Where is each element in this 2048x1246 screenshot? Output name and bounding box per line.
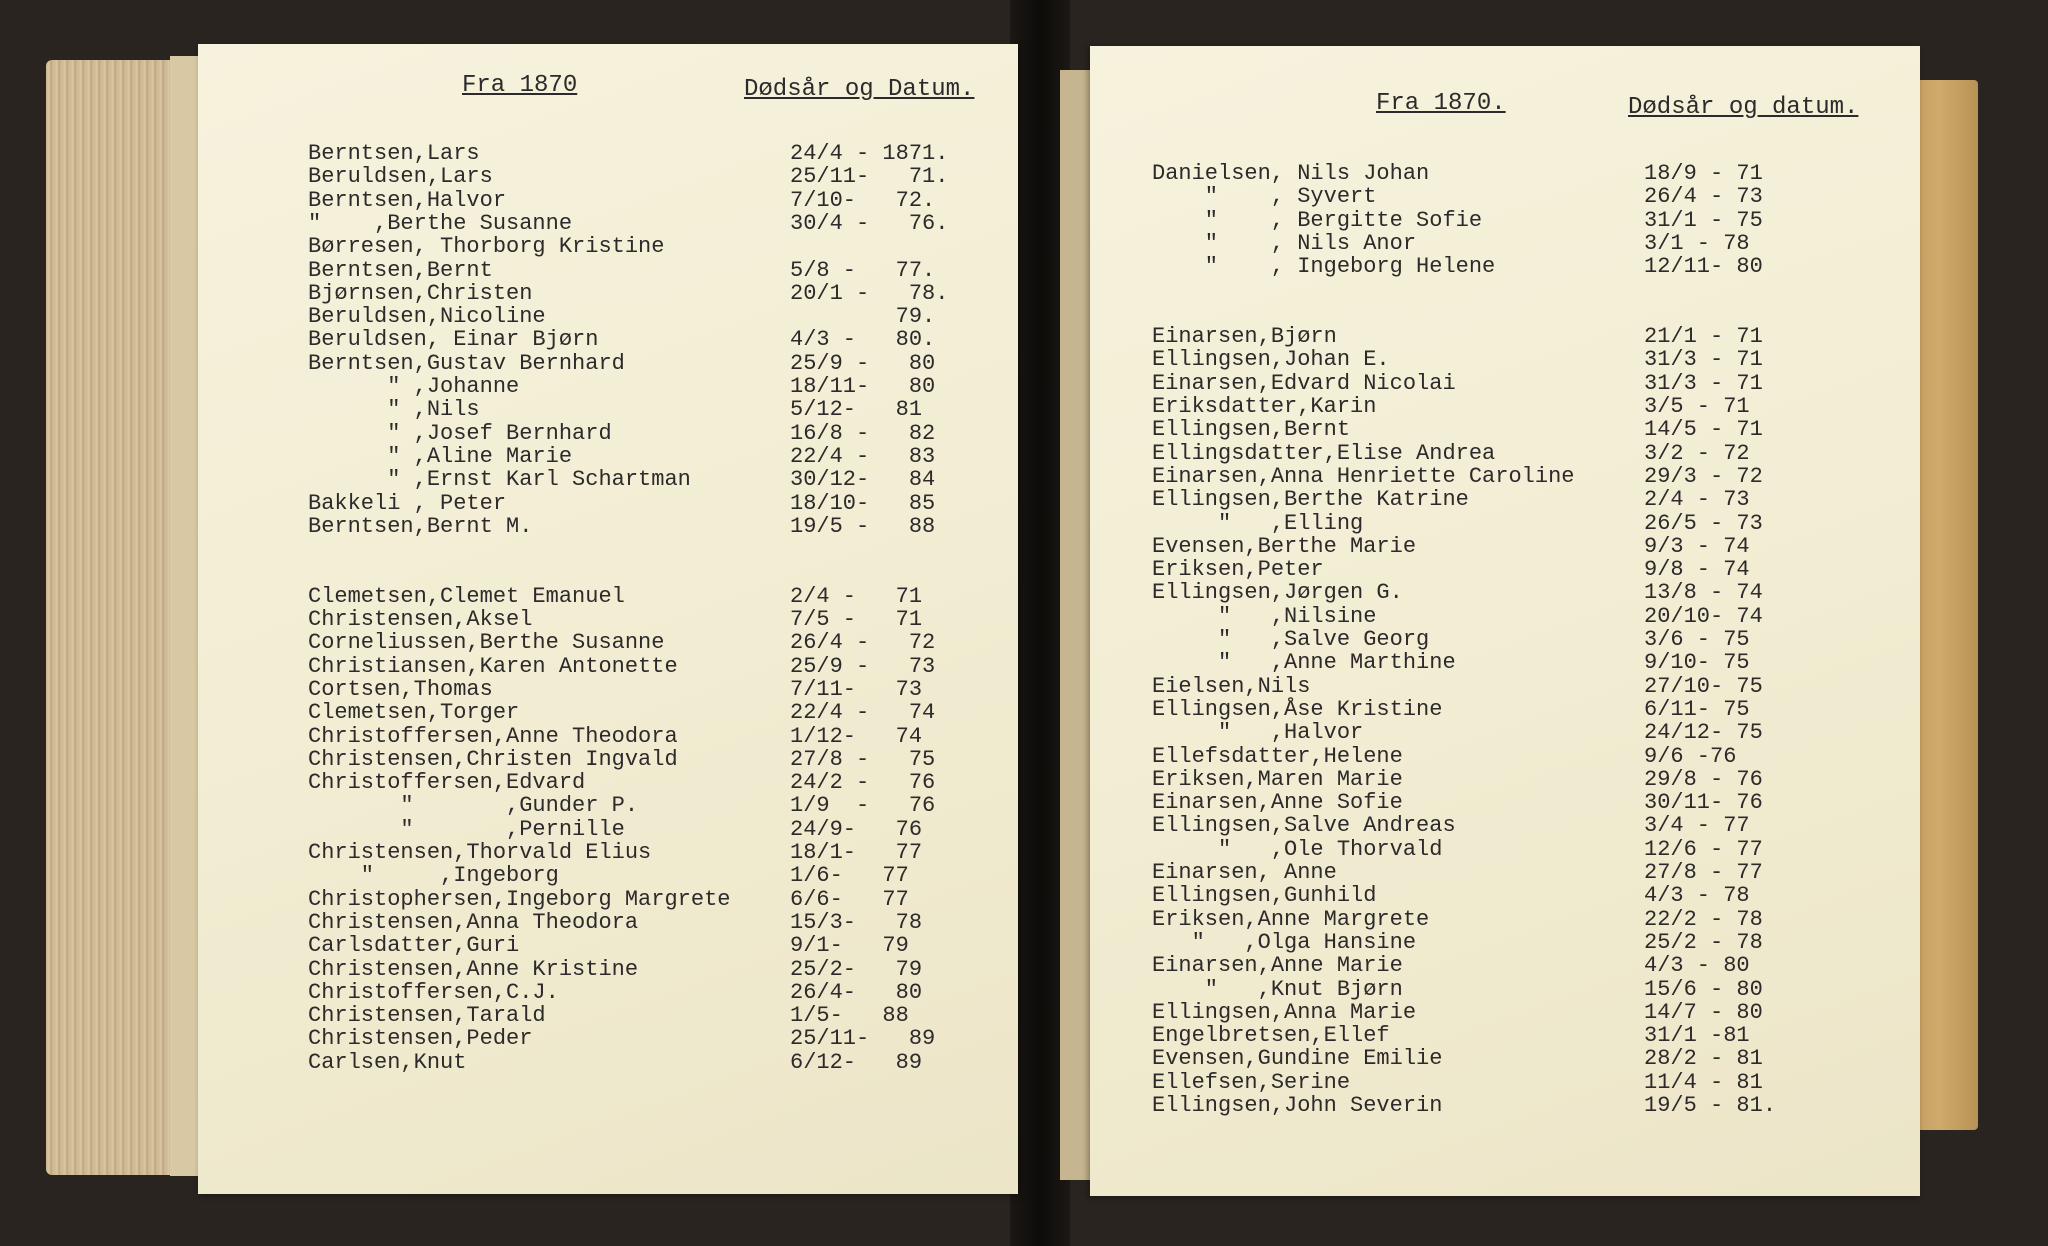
entry-date: 14/7 - 80: [1644, 999, 1763, 1025]
entry-date: 24/4 - 1871.: [790, 141, 949, 166]
entry-date: 6/11- 75: [1644, 696, 1750, 722]
list-item: [308, 585, 1028, 608]
list-item: [308, 1051, 1028, 1074]
entry-name: " ,Elling: [1152, 510, 1364, 536]
entry-date: 1/9 - 76: [790, 793, 936, 819]
entry-date: 29/3 - 72: [1644, 463, 1763, 489]
entry-name: Christensen,Christen Ingvald: [308, 746, 678, 772]
list-item: [1152, 465, 1872, 488]
entry-date: 24/9- 76: [790, 816, 923, 842]
entry-name: " ,Aline Marie: [308, 443, 573, 469]
list-item: [1152, 442, 1872, 465]
entry-date: 1/12- 74: [790, 723, 923, 749]
entry-name: Christoffersen,Anne Theodora: [308, 723, 678, 749]
entry-date: 27/8 - 75: [790, 746, 936, 772]
list-item: [1152, 209, 1872, 232]
entry-date: 9/8 - 74: [1644, 557, 1750, 583]
entry-name: " ,Ernst Karl Schartman: [308, 467, 691, 493]
entry-name: Ellefsdatter,Helene: [1152, 743, 1403, 769]
entry-date: 6/6- 77: [790, 886, 909, 912]
entry-name: Einarsen,Anne Marie: [1152, 953, 1403, 979]
entry-date: 30/11- 76: [1644, 790, 1763, 816]
entry-name: Ellingsen,Jørgen G.: [1152, 580, 1403, 606]
entry-name: Berntsen,Lars: [308, 141, 480, 166]
entry-date: 18/11- 80: [790, 374, 936, 399]
entry-date: 25/2- 79: [790, 956, 923, 982]
list-item: [308, 352, 1028, 375]
entry-name: Clemetsen,Clemet Emanuel: [308, 583, 625, 609]
list-item: [1152, 978, 1872, 1001]
entry-name: Ellefsen,Serine: [1152, 1069, 1351, 1095]
list-item: [308, 841, 1028, 864]
entry-date: 24/12- 75: [1644, 720, 1763, 746]
list-item: [308, 981, 1028, 1004]
entry-name: Berntsen,Bernt: [308, 257, 493, 283]
entry-name: Eriksen,Maren Marie: [1152, 766, 1403, 792]
entry-name: " , Syvert: [1152, 184, 1377, 210]
entry-date: 31/3 - 71: [1644, 347, 1763, 373]
list-item: [308, 445, 1028, 468]
list-item: [1152, 931, 1872, 954]
list-item: [1152, 232, 1872, 255]
entry-date: 5/8 - 77.: [790, 257, 936, 283]
entry-name: Ellingsen,Gunhild: [1152, 883, 1377, 909]
entry-date: 21/1 - 71: [1644, 324, 1763, 350]
entry-name: " ,Johanne: [308, 374, 520, 399]
list-item: [1152, 698, 1872, 721]
list-item: [1152, 745, 1872, 768]
list-item: [1152, 721, 1872, 744]
left-page: [198, 44, 1018, 1194]
entry-name: Berntsen,Halvor: [308, 187, 507, 213]
entry-name: Carlsen,Knut: [308, 1049, 467, 1075]
list-item: [1152, 628, 1872, 651]
list-item: [308, 398, 1028, 421]
entry-date: 2/4 - 73: [1644, 487, 1750, 513]
list-item: [308, 701, 1028, 724]
entry-name: Ellingsen,Bernt: [1152, 417, 1351, 443]
entry-date: 22/4 - 74: [790, 700, 936, 726]
list-item: [308, 1027, 1028, 1050]
list-item: [308, 934, 1028, 957]
list-item: [308, 538, 1028, 561]
entry-date: 16/8 - 82: [790, 420, 936, 446]
entry-date: 9/6 -76: [1644, 743, 1737, 769]
entry-date: 25/9 - 80: [790, 350, 936, 376]
list-item: [1152, 954, 1872, 977]
entry-date: 26/4- 80: [790, 979, 923, 1005]
entry-date: 12/6 - 77: [1644, 836, 1763, 862]
list-item: [308, 142, 1028, 165]
list-item: [1152, 418, 1872, 441]
entry-date: 26/4 - 72: [790, 630, 936, 656]
list-item: [308, 725, 1028, 748]
list-item: [1152, 512, 1872, 535]
entry-date: 3/4 - 77: [1644, 813, 1750, 839]
list-item: [308, 375, 1028, 398]
list-item: [308, 165, 1028, 188]
entry-date: 24/2 - 76: [790, 770, 936, 796]
entry-date: 27/10- 75: [1644, 673, 1763, 699]
list-item: [1152, 884, 1872, 907]
list-item: [308, 678, 1028, 701]
list-item: [308, 259, 1028, 282]
list-item: [308, 212, 1028, 235]
list-item: [308, 1004, 1028, 1027]
list-item: [1152, 395, 1872, 418]
entry-date: 9/1- 79: [790, 933, 909, 959]
list-item: [308, 282, 1028, 305]
entry-name: Christiansen,Karen Antonette: [308, 653, 678, 679]
list-item: [308, 235, 1028, 258]
entry-date: 3/2 - 72: [1644, 440, 1750, 466]
list-item: [1152, 558, 1872, 581]
entry-name: Corneliussen,Berthe Susanne: [308, 630, 665, 656]
entry-name: " ,Gunder P.: [308, 793, 639, 819]
entry-name: Einarsen,Anna Henriette Caroline: [1152, 463, 1575, 489]
entry-date: 3/6 - 75: [1644, 627, 1750, 652]
entry-date: 6/12- 89: [790, 1049, 923, 1075]
list-item: [1152, 1024, 1872, 1047]
entry-date: 3/1 - 78: [1644, 230, 1750, 256]
list-item: [308, 328, 1028, 351]
list-item: [1152, 325, 1872, 348]
entry-name: Danielsen, Nils Johan: [1152, 161, 1430, 186]
list-item: [1152, 1047, 1872, 1070]
list-item: [1152, 162, 1872, 185]
list-item: [1152, 814, 1872, 837]
list-item: [1152, 279, 1872, 302]
entry-name: Christensen,Thorvald Elius: [308, 840, 652, 865]
entry-date: 25/2 - 78: [1644, 929, 1763, 955]
entry-name: Eriksen,Anne Margrete: [1152, 906, 1430, 932]
entry-name: Eriksdatter,Karin: [1152, 394, 1377, 419]
list-item: [308, 794, 1028, 817]
entry-name: Christoffersen,Edvard: [308, 770, 586, 796]
entry-date: 22/4 - 83: [790, 443, 936, 469]
list-item: [308, 771, 1028, 794]
entry-name: Christensen,Tarald: [308, 1003, 546, 1029]
entry-name: Ellingsen,Anna Marie: [1152, 999, 1417, 1025]
list-item: [308, 305, 1028, 328]
list-item: [308, 888, 1028, 911]
entry-date: 29/8 - 76: [1644, 766, 1763, 792]
entry-date: 4/3 - 80.: [790, 327, 936, 353]
entry-date: 3/5 - 71: [1644, 394, 1750, 419]
list-item: [1152, 1094, 1872, 1117]
entry-name: " ,Pernille: [308, 816, 625, 842]
entry-name: Ellingsen,Berthe Katrine: [1152, 487, 1469, 513]
entry-name: " ,Knut Bjørn: [1152, 976, 1403, 1002]
list-item: [1152, 581, 1872, 604]
entry-name: Bakkeli , Peter: [308, 490, 507, 516]
entry-date: 30/4 - 76.: [790, 210, 949, 236]
entry-name: Ellingsen,Salve Andreas: [1152, 813, 1456, 839]
list-item: [1152, 535, 1872, 558]
entry-date: 30/12- 84: [790, 467, 936, 493]
list-item: [1152, 185, 1872, 208]
entry-name: " ,Berthe Susanne: [308, 210, 573, 236]
entry-date: 1/5- 88: [790, 1003, 909, 1029]
entry-name: " ,Ole Thorvald: [1152, 836, 1443, 862]
entry-name: Beruldsen,Lars: [308, 164, 493, 190]
entry-name: Christophersen,Ingeborg Margrete: [308, 886, 731, 912]
entry-name: Eielsen,Nils: [1152, 673, 1311, 699]
entry-date: 25/11- 71.: [790, 164, 949, 190]
entry-name: Einarsen,Anne Sofie: [1152, 790, 1403, 816]
entry-date: 25/9 - 73: [790, 653, 936, 679]
entry-date: 19/5 - 88: [790, 513, 936, 539]
entry-date: 25/11- 89: [790, 1026, 936, 1052]
entry-name: " ,Nils: [308, 397, 480, 423]
entry-name: Bjørnsen,Christen: [308, 280, 533, 306]
list-item: [1152, 605, 1872, 628]
entry-name: Evensen,Berthe Marie: [1152, 533, 1417, 559]
entry-name: " , Nils Anor: [1152, 230, 1417, 256]
entry-name: Ellingsdatter,Elise Andrea: [1152, 440, 1496, 466]
entry-date: 2/4 - 71: [790, 583, 923, 609]
entry-name: " ,Nilsine: [1152, 603, 1377, 629]
list-item: [1152, 302, 1872, 325]
entry-date: 18/10- 85: [790, 490, 936, 516]
list-item: [308, 561, 1028, 584]
entry-name: " ,Anne Marthine: [1152, 650, 1456, 676]
entry-name: Einarsen, Anne: [1152, 860, 1337, 885]
entry-name: " ,Halvor: [1152, 720, 1364, 746]
entry-name: Ellingsen,John Severin: [1152, 1093, 1443, 1118]
list-item: [1152, 372, 1872, 395]
list-item: [1152, 675, 1872, 698]
entry-name: Christoffersen,C.J.: [308, 979, 559, 1005]
list-item: [308, 608, 1028, 631]
entry-name: Cortsen,Thomas: [308, 676, 493, 702]
entry-name: Beruldsen, Einar Bjørn: [308, 327, 599, 353]
entry-date: 12/11- 80: [1644, 254, 1763, 280]
entry-date: 18/9 - 71: [1644, 161, 1763, 186]
entry-name: " ,Salve Georg: [1152, 627, 1430, 652]
list-item: [308, 189, 1028, 212]
entry-name: Ellingsen,Åse Kristine: [1152, 696, 1443, 722]
entry-name: Christensen,Peder: [308, 1026, 533, 1052]
list-item: [1152, 861, 1872, 884]
entry-date: 4/3 - 78: [1644, 883, 1750, 909]
list-item: [1152, 791, 1872, 814]
entry-date: 20/1 - 78.: [790, 280, 949, 306]
entry-date: 9/3 - 74: [1644, 533, 1750, 559]
entry-date: 9/10- 75: [1644, 650, 1750, 676]
list-item: [1152, 488, 1872, 511]
entry-date: 4/3 - 80: [1644, 953, 1750, 979]
entry-date: 13/8 - 74: [1644, 580, 1763, 606]
entry-date: 1/6- 77: [790, 863, 909, 889]
list-item: [308, 468, 1028, 491]
entry-name: " , Bergitte Sofie: [1152, 207, 1483, 233]
list-item: [1152, 908, 1872, 931]
entry-name: Ellingsen,Johan E.: [1152, 347, 1390, 373]
entry-date: 15/3- 78: [790, 909, 923, 935]
list-item: [1152, 1001, 1872, 1024]
list-item: [1152, 838, 1872, 861]
entry-date: 19/5 - 81.: [1644, 1093, 1777, 1118]
left-header-dates: Dødsår og Datum.: [744, 76, 975, 103]
entry-date: 26/4 - 73: [1644, 184, 1763, 210]
list-item: [308, 492, 1028, 515]
entry-name: Evensen,Gundine Emilie: [1152, 1046, 1443, 1072]
list-item: [308, 748, 1028, 771]
entry-name: Carlsdatter,Guri: [308, 933, 520, 959]
list-item: [1152, 651, 1872, 674]
entry-date: 26/5 - 73: [1644, 510, 1763, 536]
entry-name: Eriksen,Peter: [1152, 557, 1324, 583]
entry-name: " , Ingeborg Helene: [1152, 254, 1496, 280]
right-page: [1090, 46, 1920, 1196]
right-header-dates: Dødsår og datum.: [1628, 94, 1859, 121]
entry-date: 5/12- 81: [790, 397, 923, 423]
entry-name: " ,Josef Bernhard: [308, 420, 612, 446]
list-item: [1152, 768, 1872, 791]
entry-name: Berntsen,Gustav Bernhard: [308, 350, 625, 376]
entry-name: " ,Olga Hansine: [1152, 929, 1417, 955]
entry-date: 31/1 - 75: [1644, 207, 1763, 233]
entry-name: Einarsen,Bjørn: [1152, 324, 1337, 350]
entry-date: 7/10- 72.: [790, 187, 936, 213]
entry-name: Beruldsen,Nicoline: [308, 304, 546, 330]
list-item: [1152, 255, 1872, 278]
entry-name: Christensen,Aksel: [308, 607, 533, 632]
list-item: [1152, 1071, 1872, 1094]
list-item: [308, 911, 1028, 934]
entry-name: Børresen, Thorborg Kristine: [308, 234, 665, 260]
entry-date: 7/5 - 71: [790, 607, 923, 632]
list-item: [308, 631, 1028, 654]
entry-name: " ,Ingeborg: [308, 863, 559, 889]
entry-date: 18/1- 77: [790, 840, 923, 865]
list-item: [308, 864, 1028, 887]
entry-date: 11/4 - 81: [1644, 1069, 1763, 1095]
entry-date: 15/6 - 80: [1644, 976, 1763, 1002]
entry-name: Berntsen,Bernt M.: [308, 513, 533, 539]
list-item: [308, 422, 1028, 445]
entry-date: 79.: [790, 304, 936, 330]
entry-name: Einarsen,Edvard Nicolai: [1152, 370, 1456, 396]
entry-name: Christensen,Anna Theodora: [308, 909, 639, 935]
list-item: [308, 958, 1028, 981]
list-item: [1152, 348, 1872, 371]
list-item: [308, 655, 1028, 678]
entry-name: Christensen,Anne Kristine: [308, 956, 639, 982]
list-item: [308, 515, 1028, 538]
right-header-from: Fra 1870.: [1376, 90, 1506, 117]
list-item: [308, 818, 1028, 841]
entry-date: 22/2 - 78: [1644, 906, 1763, 932]
entry-date: 7/11- 73: [790, 676, 923, 702]
entry-name: Clemetsen,Torger: [308, 700, 520, 726]
entry-date: 14/5 - 71: [1644, 417, 1763, 443]
entry-date: 31/3 - 71: [1644, 370, 1763, 396]
entry-date: 28/2 - 81: [1644, 1046, 1763, 1072]
entry-name: Engelbretsen,Ellef: [1152, 1023, 1390, 1049]
left-header-from: Fra 1870: [462, 72, 578, 99]
entry-date: 27/8 - 77: [1644, 860, 1763, 885]
entry-date: 31/1 -81: [1644, 1023, 1750, 1049]
entry-date: 20/10- 74: [1644, 603, 1763, 629]
